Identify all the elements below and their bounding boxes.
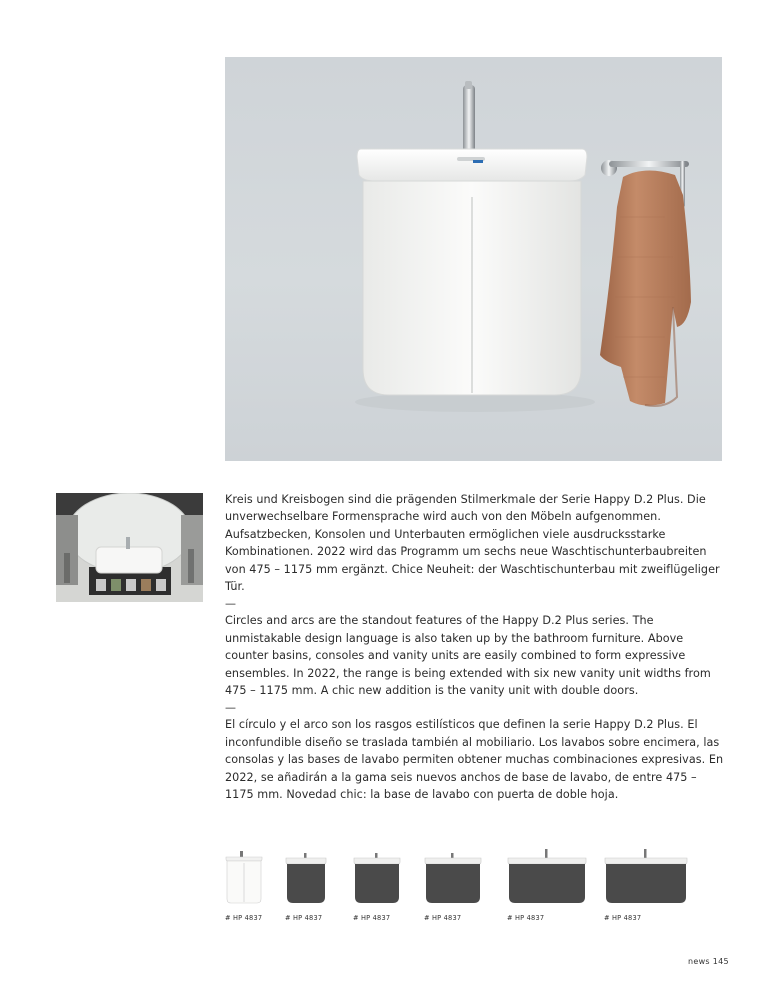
vanity-unit-icon — [353, 853, 401, 905]
vanity-unit-icon — [285, 853, 327, 905]
product-code: # HP 4837 — [507, 914, 545, 922]
product-code: # HP 4837 — [424, 914, 462, 922]
product-code: # HP 4837 — [604, 914, 642, 922]
product-white-double-door — [225, 849, 263, 909]
hero-product-photo — [225, 57, 722, 461]
bathroom-scene-illustration — [56, 493, 203, 602]
product-code: # HP 4837 — [225, 914, 263, 922]
product-graphite-875 — [507, 849, 587, 909]
vanity-unit-illustration — [225, 57, 722, 461]
product-graphite-1175 — [604, 849, 688, 909]
vanity-unit-icon — [424, 853, 482, 905]
vanity-unit-icon — [225, 849, 263, 905]
page-number: news 145 — [688, 957, 729, 966]
product-code: # HP 4837 — [285, 914, 323, 922]
product-graphite-675 — [424, 853, 482, 909]
product-graphite-475 — [285, 853, 327, 909]
product-code: # HP 4837 — [353, 914, 391, 922]
product-graphite-575 — [353, 853, 401, 909]
article-text — [225, 491, 725, 804]
text-spanish: El círculo y el arco son los rasgos estilísticos que definen la serie Happy D.2 Plus. El inconfundible diseño se traslada también al mobiliario. Los lavabos sobre encimera, las consolas y las bases de lavabo permiten obtener muchas combinaciones expresivas. En 2022, se añadirán a la gama seis nuevos anchos de base de lavabo, de entre 475 – 1175 mm. Novedad chic: la base de lavabo con puerta de doble hoja. — [225, 718, 724, 802]
text-english: Circles and arcs are the standout features of the Happy D.2 Plus series. The unmistakable design language is also taken up by the bathroom furniture. Above counter basins, consoles and vanity units are easily combined to form expressive ensembles. In 2022, the range is being extended with six new vanity unit widths from 475 – 1175 mm. A chic new addition is the vanity unit with double doors. — [225, 614, 711, 698]
vanity-unit-icon — [604, 849, 688, 905]
language-separator: — — [225, 597, 237, 611]
language-separator: — — [225, 701, 237, 715]
thumbnail-photo — [56, 493, 203, 602]
vanity-unit-icon — [507, 849, 587, 905]
text-german: Kreis und Kreisbogen sind die prägenden Stilmerkmale der Serie Happy D.2 Plus. Die unverwechselbare Formensprache wird auch von den Möbeln aufgenommen. Aufsatzbecken, Konsolen und Unterbauten ermöglichen viele ausdrucksstarke Kombinationen. 2022 wird das Programm um sechs neue Waschtischunterbaubreiten von 475 – 1175 mm ergänzt. Chice Neuheit: der Waschtischunterbau mit zweiflügeliger Tür. — [225, 493, 720, 594]
